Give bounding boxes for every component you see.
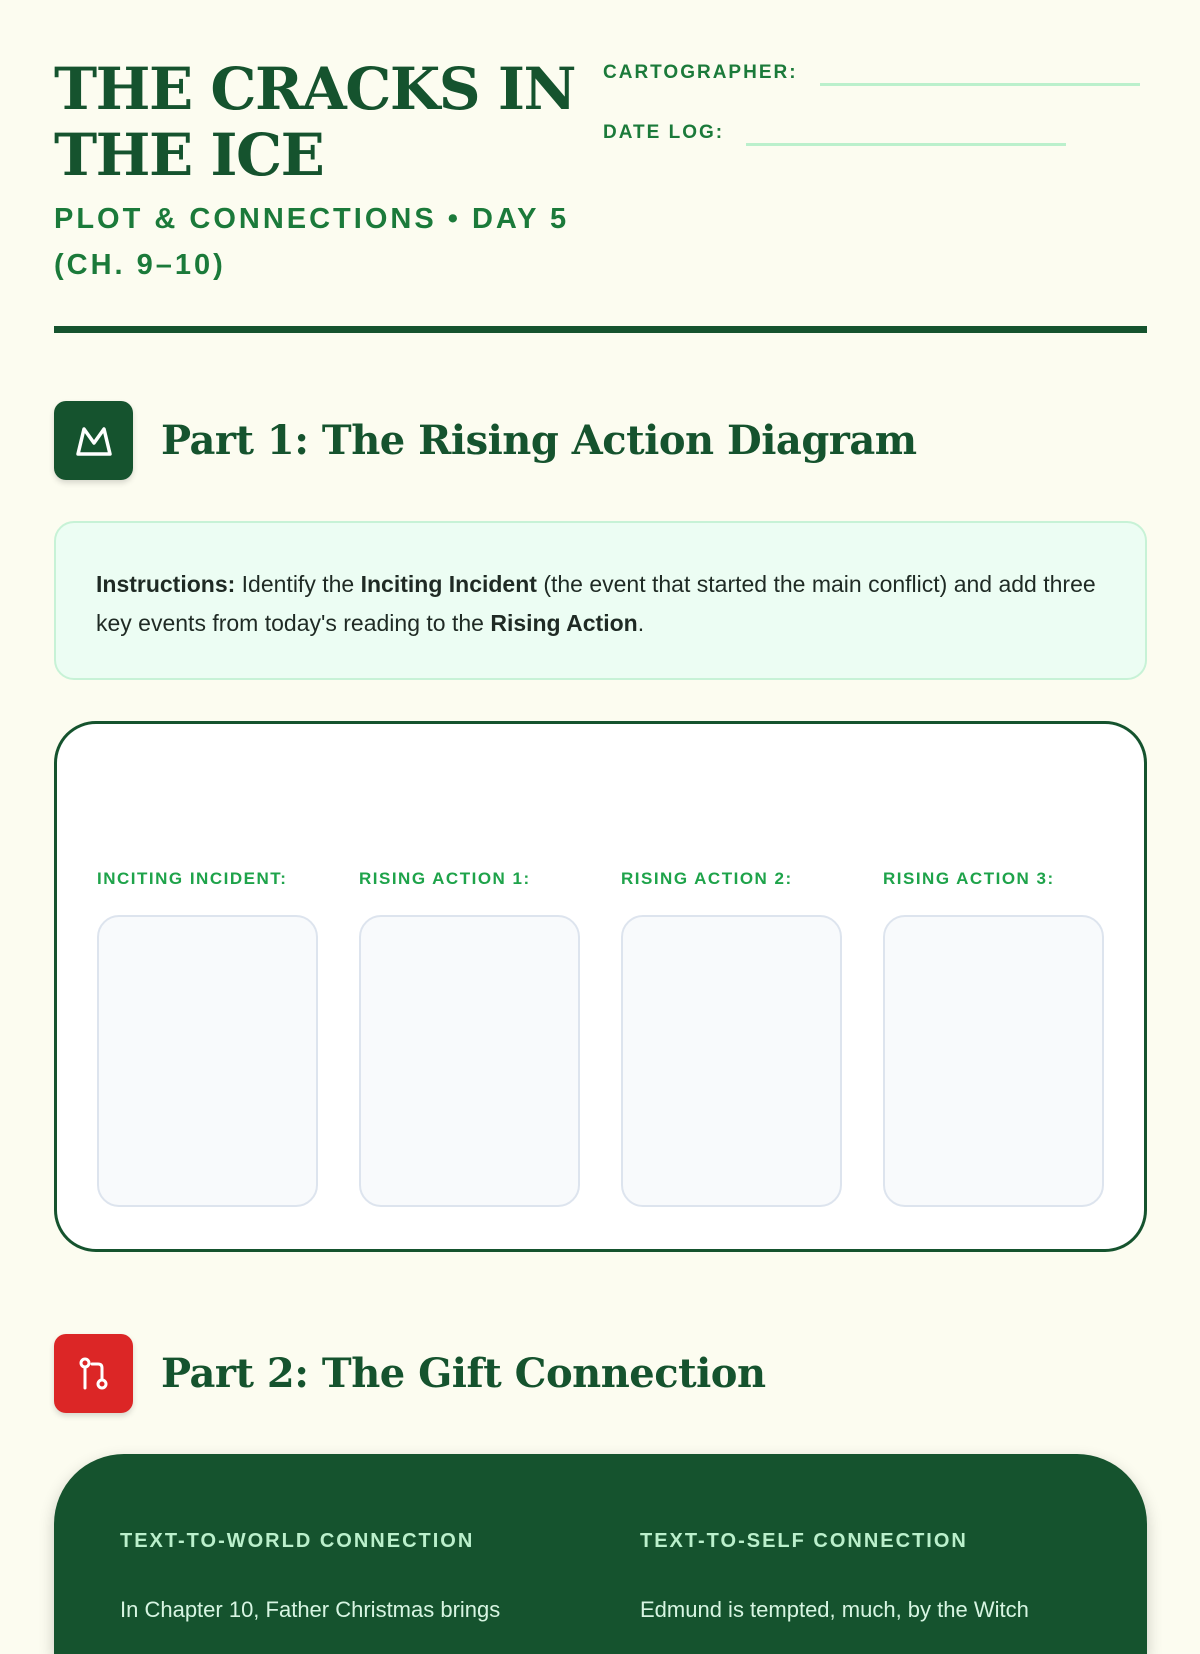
cartographer-label: CARTOGRAPHER: bbox=[603, 62, 798, 83]
header-divider bbox=[54, 326, 1147, 333]
event-rising-action-1 bbox=[359, 869, 580, 1207]
part2-badge bbox=[54, 1334, 133, 1413]
date-label: DATE LOG: bbox=[603, 122, 725, 143]
event-inciting-incident bbox=[97, 869, 318, 1207]
text-to-world-prompt: In Chapter 10, Father Christmas brings bbox=[120, 1597, 501, 1622]
text-to-self-column bbox=[640, 1530, 1060, 1627]
instructions-lead: Instructions: bbox=[96, 571, 236, 597]
text-to-self-prompt: Edmund is tempted, much, by the Witch bbox=[640, 1597, 1029, 1622]
event-label: RISING ACTION 2: bbox=[621, 869, 793, 888]
event-answer-box[interactable] bbox=[359, 915, 580, 1207]
part1-title: Part 1: The Rising Action Diagram bbox=[161, 417, 917, 464]
git-pull-request-icon bbox=[74, 1354, 114, 1394]
part2-title: Part 2: The Gift Connection bbox=[161, 1350, 766, 1397]
instructions-term-inciting: Inciting Incident bbox=[360, 571, 537, 597]
date-input-line[interactable] bbox=[746, 143, 1066, 146]
event-answer-box[interactable] bbox=[883, 915, 1104, 1207]
instructions-text-2: (the event that started the main conflict) and add three key events from today's reading to the bbox=[96, 571, 1096, 636]
rising-action-diagram bbox=[54, 721, 1147, 1252]
event-label: INCITING INCIDENT: bbox=[97, 869, 288, 888]
part1-header bbox=[54, 401, 917, 480]
worksheet-page bbox=[54, 0, 1147, 1622]
cartographer-field bbox=[603, 62, 1140, 84]
worksheet-title: THE CRACKS IN THE ICE bbox=[54, 55, 576, 189]
instructions-term-rising: Rising Action bbox=[490, 610, 638, 636]
part1-badge bbox=[54, 401, 133, 480]
text-to-world-heading: TEXT-TO-WORLD CONNECTION bbox=[120, 1530, 475, 1552]
event-rising-action-2 bbox=[621, 869, 842, 1207]
instructions-box bbox=[54, 521, 1147, 680]
event-label: RISING ACTION 1: bbox=[359, 869, 531, 888]
cartographer-input-line[interactable] bbox=[820, 83, 1140, 86]
instructions-text-1: Identify the bbox=[235, 571, 361, 597]
event-answer-box[interactable] bbox=[97, 915, 318, 1207]
mountain-icon bbox=[74, 423, 114, 459]
event-answer-box[interactable] bbox=[621, 915, 842, 1207]
text-to-world-column bbox=[120, 1530, 540, 1627]
part2-header bbox=[54, 1334, 766, 1413]
worksheet-subtitle: PLOT & CONNECTIONS • DAY 5 (CH. 9–10) bbox=[54, 203, 570, 281]
gift-connection-panel bbox=[54, 1454, 1147, 1654]
date-field bbox=[603, 122, 1066, 144]
event-label: RISING ACTION 3: bbox=[883, 869, 1055, 888]
text-to-self-heading: TEXT-TO-SELF CONNECTION bbox=[640, 1530, 968, 1552]
event-rising-action-3 bbox=[883, 869, 1104, 1207]
instructions-text-3: . bbox=[637, 610, 645, 636]
